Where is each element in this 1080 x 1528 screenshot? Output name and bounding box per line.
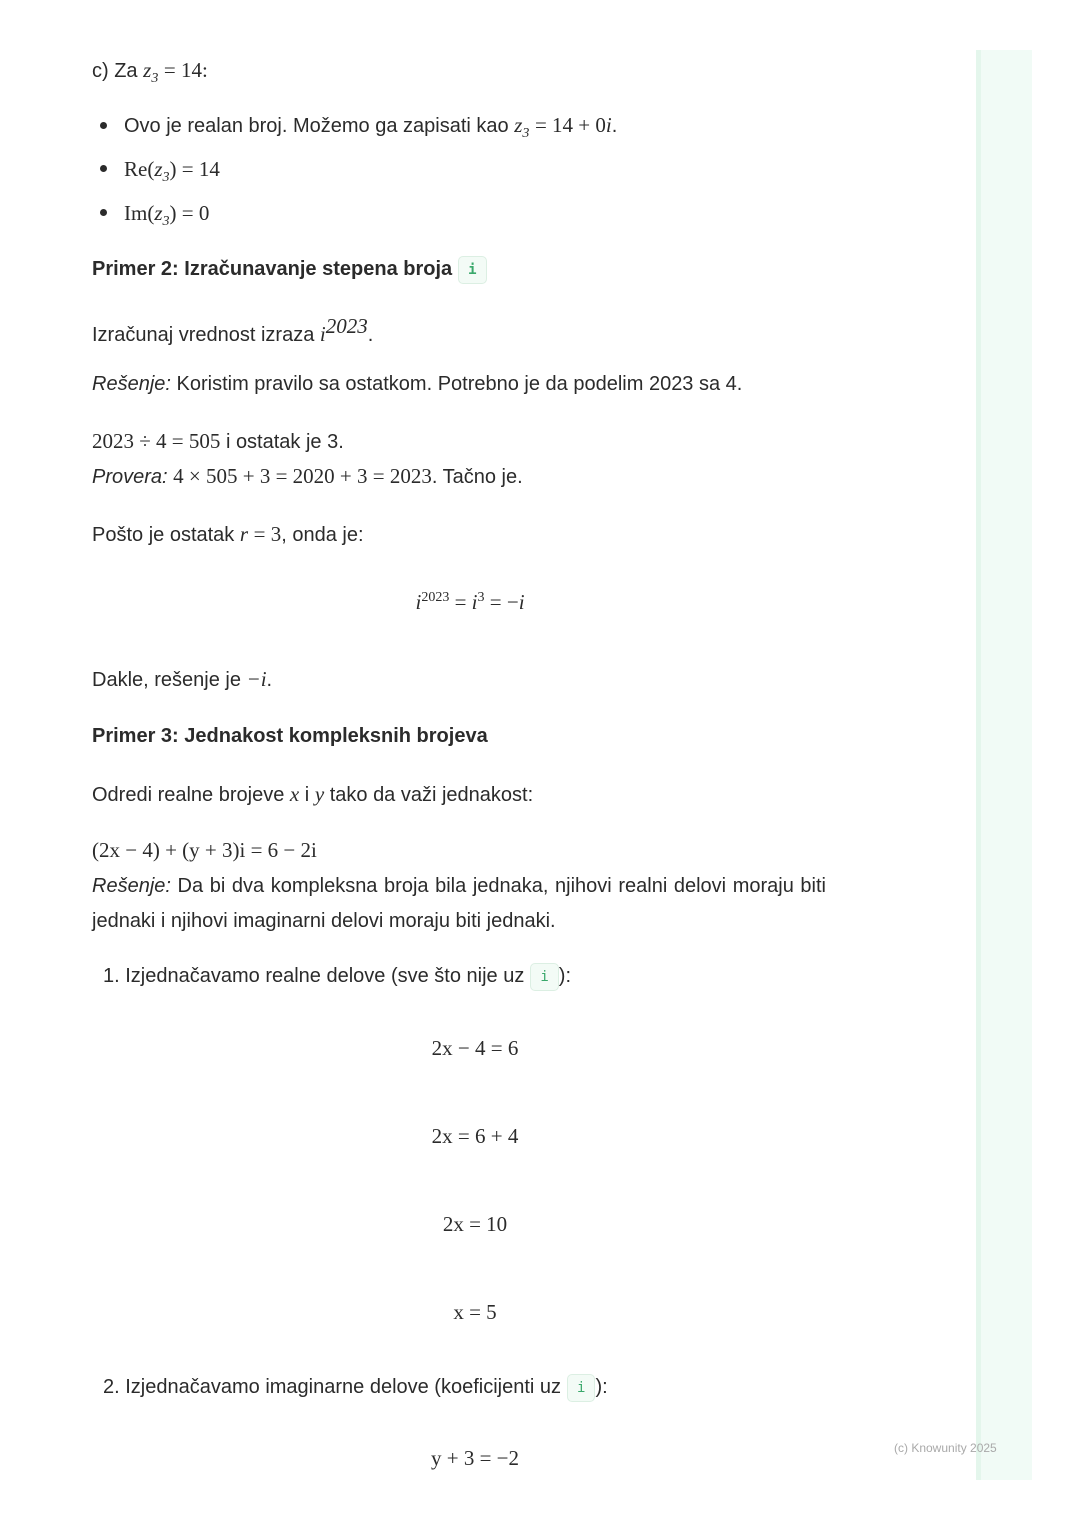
period: . (266, 669, 273, 691)
case-c-label: c) Za (92, 60, 138, 82)
step-2-text: 2. Izjednačavamo imaginarne delove (koeficijenti uz (103, 1376, 562, 1398)
eq-step-2: 2x = 6 + 4 (431, 1124, 519, 1148)
bullet-im (124, 199, 209, 236)
bullet-re (124, 155, 220, 192)
exponent-2023: 2023 (421, 590, 450, 605)
complex-equation: (2x − 4) + (y + 3)i = 6 − 2i (92, 838, 317, 862)
equals-minus: = − (489, 590, 519, 614)
eq-step-4: x = 5 (453, 1300, 497, 1324)
i-var: i (415, 590, 422, 614)
remainder-line (92, 520, 364, 549)
solution-text: Koristim pravilo sa ostatkom. Potrebno je da podelim 2023 sa 4. (176, 373, 743, 395)
primer-3-heading: Primer 3: Jednakost kompleksnih brojeva (92, 725, 488, 747)
solution-label: Rešenje: (92, 875, 171, 897)
primer-2-heading (92, 255, 487, 284)
step-2 (103, 1373, 608, 1402)
i-power: $i^{2023}$ (319, 314, 368, 346)
copyright-footer: (c) Knowunity 2025 (894, 1441, 997, 1455)
im-value: ) = 0 (169, 201, 210, 225)
primer-3-solution (92, 869, 826, 939)
bullet-icon (100, 209, 107, 216)
code-i: i (530, 963, 558, 991)
r-var: r (239, 522, 249, 546)
bullet-math: = 14 + 0 (534, 113, 606, 137)
period: . (367, 324, 374, 346)
check-math: 4 × 505 + 3 = 2020 + 3 = 2023 (173, 464, 432, 488)
check-text: . Tačno je. (431, 466, 523, 488)
power-equation (90, 590, 850, 615)
heading-text: Primer 2: Izračunavanje stepena broja (92, 258, 453, 280)
code-i: i (567, 1374, 595, 1402)
z3-var: $z_3$ (143, 58, 159, 87)
remainder-text: Pošto je ostatak (92, 524, 235, 546)
side-panel-border (976, 50, 981, 1480)
code-i: i (458, 256, 486, 284)
check-line (92, 462, 523, 491)
primer-3-task (92, 780, 533, 809)
period: . (611, 115, 618, 137)
solution-label: Rešenje: (92, 373, 171, 395)
conclusion-line (92, 665, 272, 694)
i-var: i (471, 590, 478, 614)
y-var: y (314, 782, 325, 806)
z3-var: $z_3$ (514, 113, 530, 142)
i-var: i (605, 113, 612, 137)
conclusion-text: Dakle, rešenje je (92, 669, 241, 691)
task-text: Izračunaj vrednost izraza (92, 324, 315, 346)
step-1 (103, 962, 571, 991)
primer-2-solution (92, 370, 742, 398)
step-2-end: ): (595, 1376, 608, 1398)
division-text: i ostatak je 3. (225, 431, 344, 453)
z3-var: $z_3$ (154, 157, 170, 186)
im-prefix: Im( (124, 201, 155, 225)
eq-step-5: y + 3 = −2 (430, 1446, 520, 1470)
bullet-icon (100, 165, 107, 172)
bullet-text: Ovo je realan broj. Možemo ga zapisati kao (124, 115, 509, 137)
task-tail: tako da važi jednakost: (329, 784, 534, 806)
case-c-value: = 14: (163, 58, 208, 82)
task-text: Odredi realne brojeve (92, 784, 285, 806)
z3-var: $z_3$ (154, 201, 170, 230)
division-math: 2023 ÷ 4 = 505 (92, 429, 221, 453)
division-line (92, 427, 344, 456)
primer-2-task (92, 312, 373, 349)
x-var: x (289, 782, 300, 806)
answer-minus-i: −i (246, 667, 267, 691)
exponent-3: 3 (477, 590, 485, 605)
re-value: ) = 14 (169, 157, 220, 181)
equals: = (454, 590, 467, 614)
case-c-line (92, 56, 208, 93)
bullet-icon (100, 122, 107, 129)
bullet-real-number (124, 111, 617, 148)
remainder-tail: , onda je: (281, 524, 364, 546)
check-label: Provera: (92, 466, 168, 488)
side-panel (976, 50, 1032, 1480)
remainder-value: = 3 (253, 522, 282, 546)
step-1-end: ): (558, 965, 572, 987)
eq-step-3: 2x = 10 (442, 1212, 508, 1236)
solution-text: Da bi dva kompleksna broja bila jednaka, njihovi realni delovi moraju biti jednaki i njihovi imaginarni delovi moraju biti jednaki. (92, 875, 827, 932)
exponent: 2023 (325, 314, 368, 338)
step-1-text: 1. Izjednačavamo realne delove (sve što nije uz (103, 965, 525, 987)
task-and: i (304, 784, 310, 806)
eq-step-1: 2x − 4 = 6 (431, 1036, 519, 1060)
re-prefix: Re( (124, 157, 155, 181)
i-var: i (518, 590, 525, 614)
